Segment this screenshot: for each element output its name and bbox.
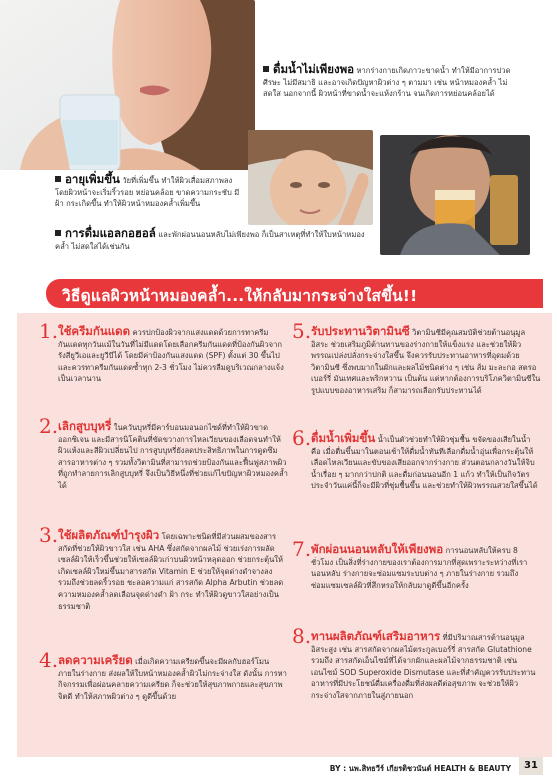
- item-number: 7.: [292, 537, 312, 561]
- banner-title: วิธีดูแลผิวหน้าหมองคล้ำ...ให้กลับมากระจ่างใสขึ้น!!: [62, 287, 418, 305]
- item-title: ใช้ผลิตภัณฑ์บำรุงผิว: [58, 528, 160, 542]
- byline: BY : นพ.สิทธวีร์ เกียรติชวนันต์ HEALTH & BEAUTY: [329, 764, 511, 773]
- tips-content-area: [17, 313, 552, 757]
- man-drinking-alcohol-photo: [380, 135, 530, 255]
- item-body: [58, 653, 288, 702]
- tip-water-block: [263, 64, 515, 100]
- item-number: 1.: [39, 319, 59, 343]
- tip-title: ดื่มน้ำไม่เพียงพอ: [273, 62, 355, 76]
- tip-alcohol-block: [55, 228, 370, 252]
- item-body: [311, 542, 541, 591]
- section-banner: [46, 279, 543, 308]
- item-number: 8.: [292, 624, 312, 648]
- item-title: ทานผลิตภัณฑ์เสริมอาหาร: [311, 629, 441, 643]
- tip-title: อายุเพิ่มขึ้น: [65, 172, 120, 186]
- tip-age-block: [55, 174, 245, 210]
- item-text: ในควันบุหรี่มีคาร์บอนมอนอกไซด์ที่ทำให้ผิวขาดออกซิเจน และมีสารนิโคตินที่ขัดขวางการไหลเวียนของเลือดจนทำให้ผิวแห้งและสีผิวเปลี่ยนไป การสูบบุหรี่ยังลดประสิทธิภาพในการดูดซึมสารอาหารต่าง ๆ รวมทั้งวิตามินที่สามารถช่วยป้องกันและฟื้นฟูสภาพผิวที่ถูกทำลายการเลิกสูบบุหรี่ จึงเป็นวิธีหนึ่งที่ช่วยแก้ไขปัญหาผิวหมองคล้ำได้: [58, 423, 288, 490]
- item-number: 6.: [292, 426, 312, 450]
- woman-checking-skin-photo: [248, 130, 373, 225]
- item-body: [311, 324, 541, 397]
- item-body: [58, 324, 288, 385]
- tip-item-6: [292, 426, 540, 530]
- tip-item-1: [39, 319, 287, 413]
- tip-item-5: [292, 319, 541, 423]
- item-title: ลดความเครียด: [58, 653, 133, 667]
- bullet-icon: [263, 66, 269, 72]
- tip-item-2: [39, 414, 288, 518]
- tip-item-7: [292, 537, 540, 611]
- item-number: 2.: [39, 414, 59, 438]
- tip-text: และพักผ่อนนอนหลับไม่เพียงพอ ก็เป็นสาเหตุที่ทำให้ใบหน้าหมองคล้ำ ไม่สดใสได้เช่นกัน: [55, 230, 365, 251]
- bullet-icon: [55, 176, 61, 182]
- item-body: [311, 629, 541, 702]
- item-body: [311, 431, 541, 492]
- tip-text: วัยที่เพิ่มขึ้น ทำให้ผิวเสื่อมสภาพลง โดยผิวหน้าจะเริ่มริ้วรอย หย่อนคล้อย ขาดความกระชับ มีฝ้า กระเกิดขึ้น ทำให้ผิวหน้าหมองคล้ำเพิ่มขึ้น: [55, 176, 240, 208]
- tip-item-8: [292, 624, 540, 728]
- item-title: ดื่มน้ำเพิ่มขึ้น: [311, 431, 376, 445]
- tip-title: การดื่มแอลกอฮอล์: [65, 226, 156, 240]
- item-text: ที่มีปริมาณสารต้านอนุมูลอิสระสูง เช่น สารสกัดจากผลไม้ตระกูลเบอร์รี่ สารสกัด Glutathione รวมถึง สารสกัดเอ็นไซม์ที่ได้จากผักและผลไม้จากธรรมชาติ เช่น เอนไซม์ SOD Superoxide Dismutase และที่สำคัญควรรับประทานอาหารที่มีประโยชน์ดื่มเครื่องดื่มที่ส่งผลดีต่อสุขภาพ จะช่วยให้ผิวกระจ่างใสจากภายในสู่ภายนอก: [311, 633, 536, 700]
- item-text: เมื่อเกิดความเครียดขึ้นจะมีผลกับฮอร์โมนภายในร่างกาย ส่งผลให้ใบหน้าหมองคล้ำผิวไม่กระจ่างใส ดังนั้น การหากิจกรรมเพื่อผ่อนคลายความเครียด ก็จะช่วยให้สุขภาพกายและสุขภาพจิตดี ทำให้สภาพผิวต่าง ๆ ดูดีขึ้นด้วย: [58, 657, 287, 701]
- item-number: 5.: [292, 319, 312, 343]
- item-text: วิตามินซีมีคุณสมบัติช่วยต้านอนุมูลอิสระ ช่วยเสริมภูมิต้านทานของร่างกายให้แข็งแรง และช่วยให้ผิวพรรณเปล่งปลั่งกระจ่างใสขึ้น จึงควรรับประทานอาหารที่อุดมด้วยวิตามินซี ซึ่งพบมากในผักและผลไม้ชนิดต่าง ๆ เช่น ส้ม มะละกอ สตรอเบอร์รี่ มันเทศและพริกหวาน เป็นต้น แต่หากต้องการบริโภควิตามินซีในรูปแบบของอาหารเสริม ก็สามารถเลือกรับประทานได้: [311, 328, 541, 395]
- item-body: [58, 419, 288, 492]
- item-text: ควรปกป้องผิวจากแสงแดดด้วยการทาครีมกันแดดทุกวันแม้ในวันที่ไม่มีแดดโดยเลือกครีมกันแดดที่ป้องกันผิวจากรังสียูวีเอและยูวีบีได้ โดยมีค่าป้องกันแสงแดด (SPF) ตั้งแต่ 30 ขึ้นไป และควรทาครีมกันแดดซ้ำทุก 2-3 ชั่วโมง ไม่ควรลืมดูบริเวณกลางแจ้งเป็นเวลานาน: [58, 328, 284, 384]
- item-body: [58, 528, 288, 612]
- item-text: โดยเฉพาะชนิดที่มีส่วนผสมของสารสกัดที่ช่วยให้ผิวขาวใส เช่น AHA ซึ่งสกัดจากผลไม้ ช่วยเร่งการผลัดเซลล์ผิวให้เร็วขึ้นช่วยให้เซลล์ผิวเก่าบนผิวหน้าหลุดออก ช่วยกระตุ้นให้เกิดเซลล์ผิวใหม่ขึ้นมาสารสกัด Vitamin E ช่วยให้จุดด่างดำจางลง รวมถึงช่วยลดริ้วรอย ชะลอความแก่ สารสกัด Alpha Arbutin ช่วยลดความหมองคล้ำลดเลือนจุดด่างดำ ฝ้า กระ ทำให้ผิวดูขาวใสอย่างเป็นธรรมชาติ: [58, 532, 284, 611]
- item-number: 4.: [39, 648, 59, 672]
- tip-text: หากร่างกายเกิดภาวะขาดน้ำ ทำให้มีอาการปวดศีรษะ ไม่มีสมาธิ และอาจเกิดปัญหาผิวต่าง ๆ ตามมา เช่น หน้าหมองคล้ำ ไม่สดใส นอกจากนี้ ผิวหน้าที่ขาดน้ำจะแห้งกร้าน จนเกิดการหย่อนคล้อยได้: [263, 66, 511, 98]
- item-title: เลิกสูบบุหรี่: [58, 419, 112, 433]
- item-title: รับประทานวิตามินซี: [311, 324, 410, 338]
- tip-item-3: [39, 523, 287, 637]
- item-title: ใช้ครีมกันแดด: [58, 324, 131, 338]
- item-title: พักผ่อนนอนหลับให้เพียงพอ: [311, 542, 444, 556]
- item-text: น้ำเป็นตัวช่วยทำให้ผิวชุ่มชื้น ขจัดของเสียในน้ำ คือ เมื่อตื่นขึ้นมาในตอนเช้าให้ดื่มน้ำทันทีเลือกดื่มน้ำอุ่นเพื่อกระตุ้นให้เลือดไหลเวียนและขับของเสียออกจากร่างกาย ส่วนตอนกลางวันให้จิบน้ำเรื่อย ๆ มากกว่าปกติ และดื่มก่อนนอนอีก 1 แก้ว ทำให้เป็นกิจวัตรประจำวันแค่นี้ก็จะมีผิวที่ชุ่มชื้นขึ้น และช่วยทำให้ผิวพรรณสวยใสขึ้นได้: [311, 435, 538, 491]
- tip-item-4: [39, 648, 287, 732]
- item-text: การนอนหลับให้ครบ 8 ชั่วโมง เป็นสิ่งที่ร่างกายของเราต้องการมากที่สุดเพราะระหว่างที่เรานอนหลับ ร่างกายจะซ่อมแซมระบบต่าง ๆ ภายในร่างกาย รวมถึงซ่อมแซมเซลล์ผิวที่สึกหรอให้กลับมาดูดีขึ้นอีกครั้ง: [311, 546, 528, 590]
- woman-drinking-water-photo: [0, 0, 255, 170]
- bullet-icon: [55, 230, 61, 236]
- page-number: 31: [519, 757, 543, 775]
- item-number: 3.: [39, 523, 59, 547]
